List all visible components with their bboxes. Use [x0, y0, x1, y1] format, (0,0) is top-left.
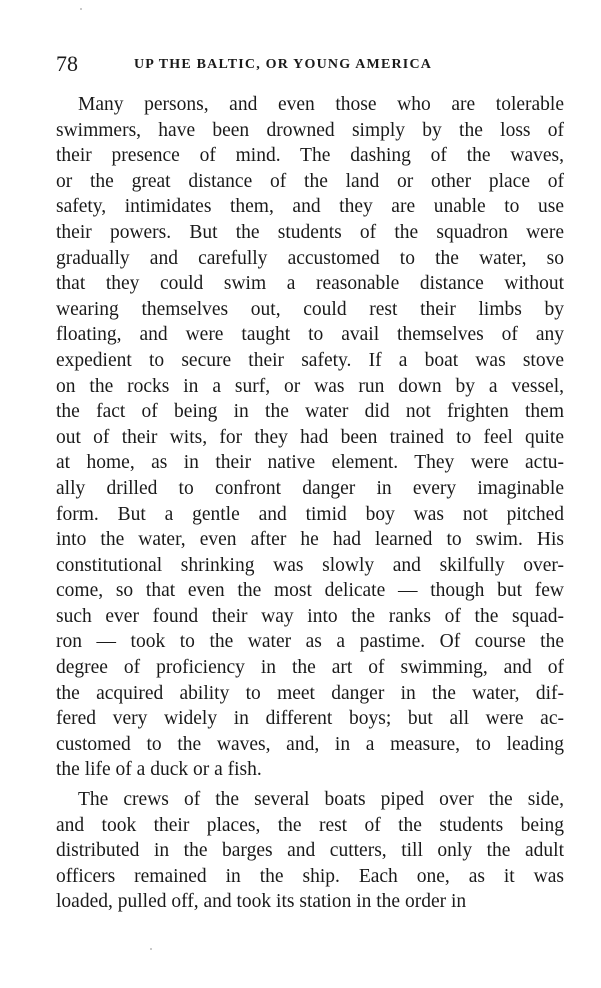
paragraph: [56, 787, 564, 915]
text-line: loaded, pulled off, and took its station in the order in: [56, 891, 467, 913]
text-line: such ever found their way into the ranks of the squad-: [56, 605, 564, 627]
text-line: degree of proficiency in the art of swimming, and of: [56, 657, 564, 679]
page-number: 78: [56, 51, 78, 76]
text-line: their powers. But the students of the squadron were: [56, 221, 564, 243]
text-line: and took their places, the rest of the students being: [56, 814, 564, 836]
text-line: constitutional shrinking was slowly and skilfully over-: [56, 554, 564, 576]
text-line: come, so that even the most delicate — though but few: [56, 580, 564, 602]
text-line: officers remained in the ship. Each one, as it was: [56, 865, 564, 887]
text-line: the life of a duck or a fish.: [56, 759, 262, 781]
text-line: expedient to secure their safety. If a boat was stove: [56, 349, 564, 371]
text-line: into the water, even after he had learned to swim. His: [56, 529, 564, 551]
text-line: out of their wits, for they had been trained to feel quite: [56, 426, 564, 448]
paper-speck: [150, 948, 152, 950]
text-line: swimmers, have been drowned simply by the loss of: [56, 119, 564, 141]
text-line: gradually and carefully accustomed to the water, so: [56, 247, 564, 269]
text-line: fered very widely in different boys; but all were ac-: [56, 708, 564, 730]
text-line: their presence of mind. The dashing of the waves,: [56, 145, 564, 167]
text-line: safety, intimidates them, and they are unable to use: [56, 196, 564, 218]
text-line: at home, as in their native element. They were actu-: [56, 452, 564, 474]
page-header: [56, 50, 566, 78]
text-line: or the great distance of the land or other place of: [56, 170, 564, 192]
text-line: The crews of the several boats piped over the side,: [78, 789, 564, 811]
text-line: wearing themselves out, could rest their limbs by: [56, 298, 564, 320]
text-line: the acquired ability to meet danger in the water, dif-: [56, 682, 564, 704]
text-line: on the rocks in a surf, or was run down by a vessel,: [56, 375, 564, 397]
running-head: UP THE BALTIC, OR YOUNG AMERICA: [134, 57, 433, 72]
text-line: the fact of being in the water did not frighten them: [56, 401, 564, 423]
text-line: distributed in the barges and cutters, till only the adult: [56, 840, 564, 862]
body-text: [56, 92, 564, 915]
text-line: floating, and were taught to avail themselves of any: [56, 324, 564, 346]
text-line: form. But a gentle and timid boy was not pitched: [56, 503, 564, 525]
text-line: Many persons, and even those who are tolerable: [78, 94, 564, 115]
paragraph: [56, 92, 564, 783]
text-line: that they could swim a reasonable distance without: [56, 273, 564, 295]
text-line: ron — took to the water as a pastime. Of course the: [56, 631, 564, 653]
paper-speck: [80, 8, 82, 10]
text-line: ally drilled to confront danger in every imaginable: [56, 477, 564, 499]
text-line: customed to the waves, and, in a measure, to leading: [56, 733, 564, 755]
